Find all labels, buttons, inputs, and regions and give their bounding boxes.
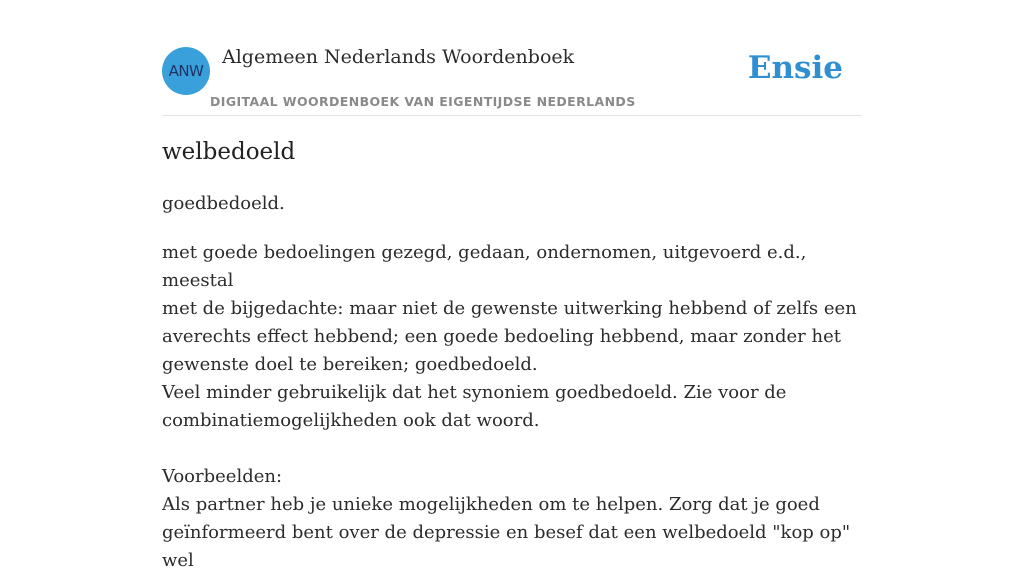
site-header [162, 0, 862, 116]
definition-line: met de bijgedachte: maar niet de gewenste uitwerking hebbend of zelfs een [162, 298, 857, 319]
site-subtitle: DIGITAAL WOORDENBOEK VAN EIGENTIJDSE NEDERLANDS [210, 94, 636, 109]
example-line: Als partner heb je unieke mogelijkheden om te helpen. Zorg dat je goed [162, 494, 820, 515]
example-line: geïnformeerd bent over de depressie en besef dat een welbedoeld "kop op" wel [162, 522, 851, 571]
examples-label: Voorbeelden: [162, 466, 283, 487]
definition-line: averechts effect hebbend; een goede bedoeling hebbend, maar zonder het [162, 326, 841, 347]
page-container [162, 0, 862, 571]
entry-body [162, 239, 862, 575]
usage-line: combinatiemogelijkheden ook dat woord. [162, 410, 540, 431]
paragraph-gap [162, 435, 862, 463]
short-definition: goedbedoeld. [162, 193, 285, 214]
ensie-brand-link[interactable]: Ensie [747, 50, 843, 86]
logo-text: ANW [168, 62, 204, 80]
anw-logo[interactable] [162, 47, 210, 95]
entry-headword: welbedoeld [162, 139, 296, 165]
usage-line: Veel minder gebruikelijk dat het synoniem goedbedoeld. Zie voor de [162, 382, 787, 403]
definition-line: met goede bedoelingen gezegd, gedaan, ondernomen, uitgevoerd e.d., meestal [162, 242, 807, 291]
definition-line: gewenste doel te bereiken; goedbedoeld. [162, 354, 538, 375]
site-title[interactable]: Algemeen Nederlands Woordenboek [222, 46, 575, 68]
